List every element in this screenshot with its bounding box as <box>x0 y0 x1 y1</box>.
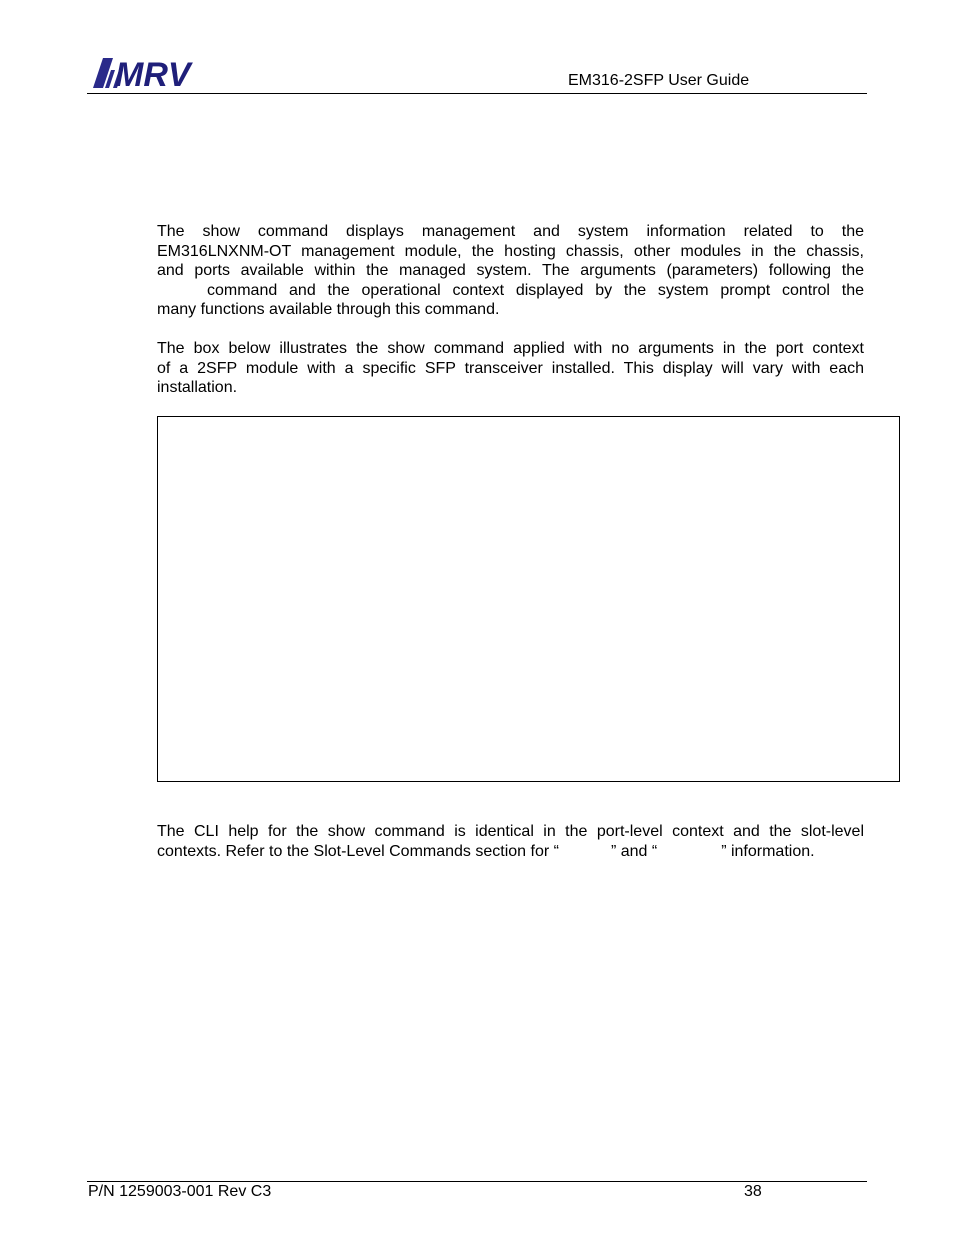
paragraph-line: The box below illustrates the show command applied with no arguments in the port context <box>157 340 864 357</box>
logo-wordmark: MRV <box>115 58 191 88</box>
footer-part-number: P/N 1259003-001 Rev C3 <box>88 1183 272 1200</box>
paragraph-line: EM316LNXNM-OT management module, the hosting chassis, other modules in the chassis, <box>157 242 864 260</box>
cli-output-box <box>157 416 900 782</box>
mrv-logo <box>93 58 215 88</box>
paragraph-line: contexts. Refer to the Slot-Level Commands section for “ ” and “ ” information. <box>157 842 815 860</box>
cli-help-paragraph <box>157 822 864 861</box>
paragraph-line: of a 2SFP module with a specific SFP transceiver installed. This display will vary with each <box>157 359 864 377</box>
header-rule <box>87 93 867 94</box>
paragraph-line: many functions available through this command. <box>157 301 500 319</box>
document-title: EM316-2SFP User Guide <box>568 72 750 89</box>
footer-rule <box>87 1181 867 1182</box>
paragraph-line: and ports available within the managed system. The arguments (parameters) following the <box>157 262 864 280</box>
footer-page-number: 38 <box>744 1183 762 1200</box>
paragraph-line: The show command displays management and system information related to the <box>157 223 864 240</box>
box-description-paragraph <box>157 339 864 398</box>
intro-paragraph <box>157 222 864 320</box>
paragraph-line: The CLI help for the show command is identical in the port-level context and the slot-level <box>157 823 864 840</box>
paragraph-line: installation. <box>157 379 238 397</box>
paragraph-line: command and the operational context displayed by the system prompt control the <box>207 281 864 299</box>
